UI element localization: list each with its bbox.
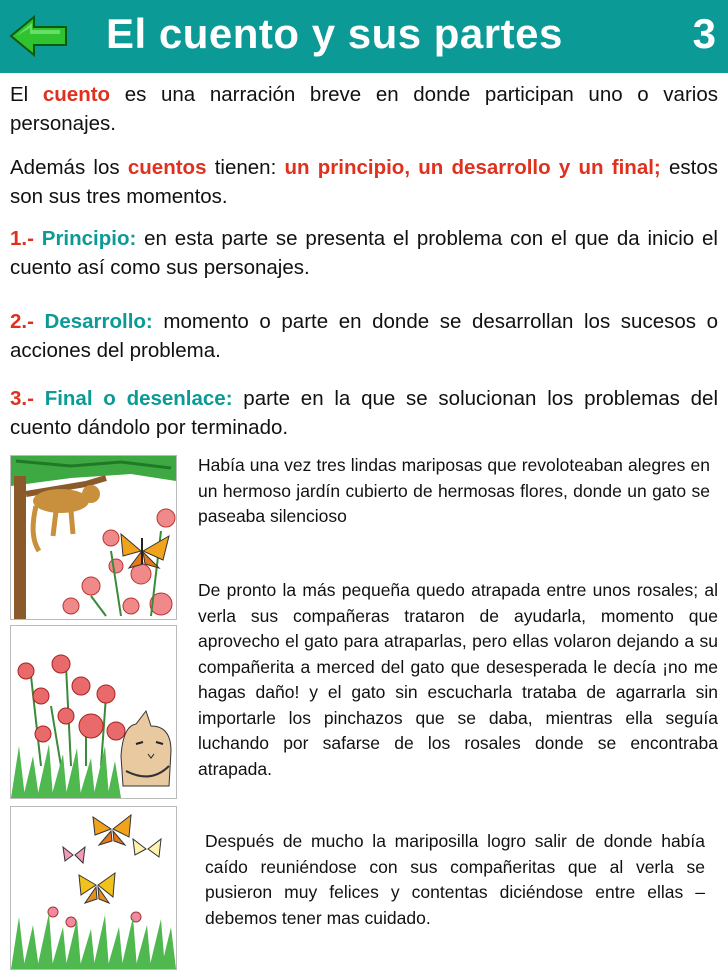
part-number: 1.- bbox=[10, 227, 42, 250]
intro-text: es una narración breve en donde participan uno o varios personajes. bbox=[10, 83, 718, 135]
green-left-arrow-icon bbox=[8, 14, 70, 58]
part-principio bbox=[10, 224, 718, 282]
illustration-cat-roses bbox=[10, 625, 177, 799]
cat-tree-butterfly-image bbox=[11, 456, 176, 619]
butterflies-grass-image bbox=[11, 807, 176, 969]
page-title: El cuento y sus partes bbox=[106, 10, 563, 57]
intro-text: estos son sus tres momentos. bbox=[10, 156, 718, 208]
part-final bbox=[10, 384, 718, 442]
part-name: Principio: bbox=[41, 227, 137, 250]
intro-text: El bbox=[10, 83, 43, 106]
part-text: momento o parte en donde se desarrollan los sucesos o acciones del problema. bbox=[10, 310, 718, 362]
story-final: Después de mucho la mariposilla logro salir de donde había caído reuniéndose con sus compañeritas que al verla se pusieron muy felices y contentas diciéndose entre ellas – debemos tener mas cuidado. bbox=[205, 831, 705, 928]
term-cuentos: cuentos bbox=[127, 156, 207, 179]
illustration-cat-in-tree bbox=[10, 455, 177, 620]
intro-paragraph-2 bbox=[10, 153, 718, 211]
term-cuento: cuento bbox=[42, 83, 111, 106]
illustration-butterflies bbox=[10, 806, 177, 970]
part-text: parte en la que se solucionan los problemas del cuento dándolo por terminado. bbox=[10, 387, 718, 439]
story-principio: Había una vez tres lindas mariposas que revoloteaban alegres en un hermoso jardín cubierto de hermosas flores, donde un gato se paseaba silencioso bbox=[198, 455, 710, 526]
parts-list: un principio, un desarrollo y un final; bbox=[284, 156, 661, 179]
part-number: 3.- bbox=[10, 387, 45, 410]
intro-text: Además los bbox=[10, 156, 128, 179]
back-button[interactable] bbox=[8, 14, 70, 58]
part-desarrollo bbox=[10, 307, 718, 365]
intro-paragraph-1 bbox=[10, 80, 718, 138]
part-number: 2.- bbox=[10, 310, 45, 333]
part-text: en esta parte se presenta el problema con el que da inicio el cuento así como sus personajes. bbox=[10, 227, 718, 279]
page-number: 3 bbox=[692, 10, 716, 57]
part-name: Final o desenlace: bbox=[44, 387, 233, 410]
intro-text: tienen: bbox=[206, 156, 285, 179]
title-bar bbox=[0, 0, 728, 73]
cat-roses-image bbox=[11, 626, 176, 798]
part-name: Desarrollo: bbox=[44, 310, 153, 333]
story-desarrollo: De pronto la más pequeña quedo atrapada entre unos rosales; al verla sus compañeras trataron de ayudarla, momento que aprovecho el gato para atraparlas, pero ellas volaron dejando a su compañerita a merced del gato que desesperada le decía ¡no me hagas daño! y el gato sin escucharla trataba de agarrarla sin importarle los pinchazos que se daba, mientras ella seguía luchando por safarse de los rosales donde se encontraba atrapada. bbox=[198, 580, 718, 779]
